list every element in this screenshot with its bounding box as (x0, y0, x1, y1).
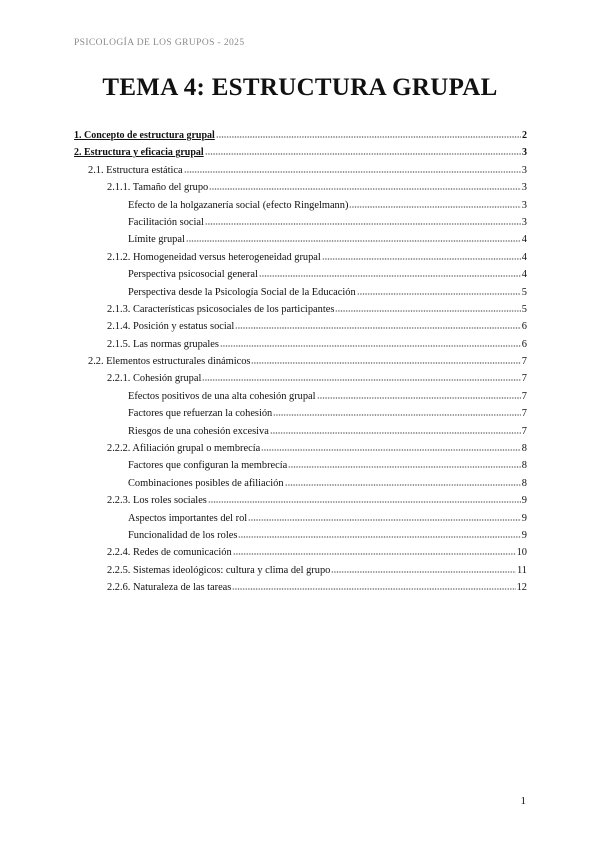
dot-leader (317, 389, 521, 401)
toc-entry[interactable] (74, 526, 527, 543)
dot-leader (220, 337, 521, 349)
dot-leader (288, 458, 521, 470)
toc-entry-label[interactable]: 2. Estructura y eficacia grupal (74, 147, 204, 159)
toc-entry-page[interactable]: 5 (521, 286, 527, 298)
toc-entry[interactable] (74, 161, 527, 178)
dot-leader (335, 302, 520, 314)
toc-entry[interactable] (74, 439, 527, 456)
toc-entry-page[interactable]: 3 (521, 182, 527, 194)
toc-entry[interactable] (74, 283, 527, 300)
dot-leader (238, 528, 520, 540)
toc-entry[interactable] (74, 387, 527, 404)
toc-entry[interactable] (74, 404, 527, 421)
toc-entry[interactable] (74, 178, 527, 195)
toc-entry-label[interactable]: 2.2.1. Cohesión grupal (107, 373, 202, 385)
toc-entry[interactable] (74, 317, 527, 334)
toc-entry[interactable] (74, 143, 527, 160)
toc-entry-page[interactable]: 7 (521, 408, 527, 420)
dot-leader (202, 371, 520, 383)
toc-entry-label[interactable]: 1. Concepto de estructura grupal (74, 130, 215, 141)
dot-leader (270, 424, 521, 436)
page-title: TEMA 4: ESTRUCTURA GRUPAL (102, 74, 498, 101)
toc-entry-page[interactable]: 6 (521, 338, 527, 350)
toc-entry-page[interactable]: 8 (521, 443, 527, 455)
toc-entry[interactable] (74, 248, 527, 265)
toc-entry-label[interactable]: Efectos positivos de una alta cohesión grupal (128, 390, 316, 402)
dot-leader (285, 476, 521, 488)
toc-entry-page[interactable]: 3 (521, 199, 527, 211)
toc-entry[interactable] (74, 213, 527, 230)
toc-entry[interactable] (74, 196, 527, 213)
toc-entry[interactable] (74, 265, 527, 282)
toc-entry-label[interactable]: 2.1.2. Homogeneidad versus heterogeneidad grupal (107, 251, 321, 263)
toc-entry-label[interactable]: 2.1.4. Posición y estatus social (107, 321, 235, 333)
toc-entry-label[interactable]: Perspectiva psicosocial general (128, 269, 258, 281)
toc-entry-page[interactable]: 3 (521, 216, 527, 228)
toc-entry-label[interactable]: 2.2.6. Naturaleza de las tareas (107, 582, 232, 594)
dot-leader (216, 128, 521, 140)
toc-entry-label[interactable]: Factores que refuerzan la cohesión (128, 408, 273, 420)
toc-entry-page[interactable]: 12 (516, 582, 527, 594)
toc-entry-label[interactable]: 2.1. Estructura estática (88, 164, 183, 176)
dot-leader (184, 163, 521, 175)
toc-entry-page[interactable]: 4 (521, 269, 527, 281)
toc-entry[interactable] (74, 352, 527, 369)
toc-entry[interactable] (74, 126, 527, 143)
toc-entry[interactable] (74, 456, 527, 473)
dot-leader (186, 232, 521, 244)
dot-leader (232, 580, 515, 592)
dot-leader (331, 563, 516, 575)
toc-entry[interactable] (74, 230, 527, 247)
toc-entry-label[interactable]: Perspectiva desde la Psicología Social de la Educación (128, 286, 356, 298)
toc-entry-label[interactable]: 2.1.5. Las normas grupales (107, 338, 219, 350)
dot-leader (259, 267, 521, 279)
toc-entry[interactable] (74, 474, 527, 491)
dot-leader (357, 285, 521, 297)
toc-entry-page[interactable]: 2 (522, 130, 527, 141)
toc-entry-page[interactable]: 3 (522, 147, 527, 159)
running-header: PSICOLOGÍA DE LOS GRUPOS - 2025 (74, 38, 245, 48)
toc-entry[interactable] (74, 369, 527, 386)
toc-entry-page[interactable]: 6 (521, 321, 527, 333)
dot-leader (205, 215, 521, 227)
toc-entry[interactable] (74, 422, 527, 439)
toc-entry-page[interactable]: 8 (521, 460, 527, 472)
toc-entry[interactable] (74, 300, 527, 317)
dot-leader (273, 406, 521, 418)
page-number: 1 (520, 795, 526, 807)
toc-entry[interactable] (74, 543, 527, 560)
toc-entry-page[interactable]: 10 (516, 547, 527, 559)
toc-entry[interactable] (74, 491, 527, 508)
toc-entry-label[interactable]: 2.2.2. Afiliación grupal o membrecía (107, 443, 261, 455)
toc-entry-label[interactable]: Funcionalidad de los roles (128, 529, 238, 541)
toc-entry[interactable] (74, 578, 527, 595)
table-of-contents (74, 126, 527, 596)
toc-entry-page[interactable]: 9 (521, 529, 527, 541)
toc-entry-page[interactable]: 3 (521, 164, 527, 176)
toc-entry[interactable] (74, 509, 527, 526)
toc-entry-label[interactable]: 2.2.3. Los roles sociales (107, 495, 207, 507)
toc-entry-page[interactable]: 8 (521, 477, 527, 489)
dot-leader (251, 354, 520, 366)
toc-entry-label[interactable]: 2.2.4. Redes de comunicación (107, 547, 232, 559)
dot-leader (235, 319, 521, 331)
toc-entry-label[interactable]: 2.1.3. Características psicosociales de los participantes (107, 303, 335, 315)
toc-entry[interactable] (74, 335, 527, 352)
toc-entry-label[interactable]: Riesgos de una cohesión excesiva (128, 425, 269, 437)
toc-entry-page[interactable]: 7 (521, 390, 527, 402)
dot-leader (208, 493, 521, 505)
dot-leader (261, 441, 521, 453)
toc-entry-label[interactable]: Factores que configuran la membrecía (128, 460, 288, 472)
toc-entry-page[interactable]: 7 (521, 425, 527, 437)
dot-leader (349, 198, 520, 210)
toc-entry-label[interactable]: Facilitación social (128, 216, 204, 228)
dot-leader (209, 180, 521, 192)
toc-entry-page[interactable]: 5 (521, 303, 527, 315)
toc-entry-label[interactable]: Aspectos importantes del rol (128, 512, 248, 524)
dot-leader (322, 250, 521, 262)
toc-entry-page[interactable]: 7 (521, 373, 527, 385)
toc-entry-page[interactable]: 9 (521, 495, 527, 507)
toc-entry-page[interactable]: 4 (521, 234, 527, 246)
toc-entry-label[interactable]: 2.1.1. Tamaño del grupo (107, 182, 209, 194)
dot-leader (248, 511, 521, 523)
toc-entry-page[interactable]: 7 (521, 356, 527, 368)
dot-leader (233, 545, 516, 557)
toc-entry-label[interactable]: Límite grupal (128, 234, 185, 246)
toc-entry-label[interactable]: Combinaciones posibles de afiliación (128, 477, 284, 489)
toc-entry-page[interactable]: 4 (521, 251, 527, 263)
toc-entry-page[interactable]: 9 (521, 512, 527, 524)
toc-entry[interactable] (74, 561, 527, 578)
toc-entry-label[interactable]: Efecto de la holgazanería social (efecto Ringelmann) (128, 199, 349, 211)
toc-entry-page[interactable]: 11 (516, 564, 527, 576)
toc-entry-label[interactable]: 2.2. Elementos estructurales dinámicos (88, 356, 251, 368)
toc-entry-label[interactable]: 2.2.5. Sistemas ideológicos: cultura y clima del grupo (107, 564, 331, 576)
dot-leader (205, 145, 521, 157)
